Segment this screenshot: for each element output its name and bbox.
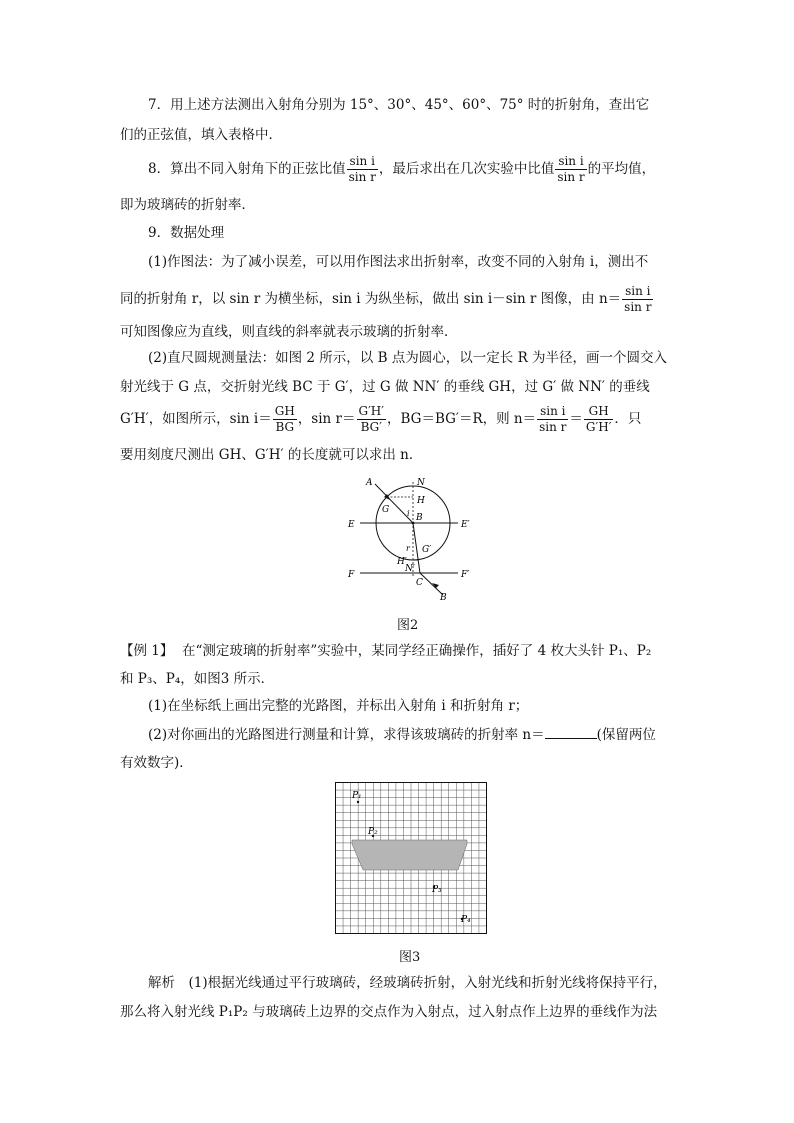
fraction-denominator: sin r (348, 170, 376, 184)
method2-text-a: G′H′，如图所示，sin i＝ (120, 411, 272, 427)
fraction-numerator: sin i (537, 404, 568, 420)
label-G-prime: G′ (422, 545, 432, 555)
para-8-line2: 即为玻璃砖的折射率． (120, 197, 255, 213)
para-8-text-a: 8．算出不同入射角下的正弦比值 (148, 161, 346, 177)
fraction-denominator: BG′ (360, 420, 382, 434)
glass-block (352, 840, 467, 870)
label-N: N (417, 478, 425, 488)
figure-3-caption: 图3 (399, 950, 421, 965)
example-text: 在“测定玻璃的折射率”实验中，某同学经正确操作，插好了 4 枚大头针 P₁、P₂ (181, 643, 652, 659)
label-E-prime: E′ (461, 520, 470, 530)
fraction-denominator: sin r (539, 420, 567, 434)
method2-text-c: ，BG＝BG′＝R，则 n＝ (387, 411, 537, 427)
para-8-line1 (148, 154, 655, 185)
example-line1 (120, 642, 651, 660)
point-b-dot (412, 522, 415, 525)
method2-line2: 射光线于 G 点，交折射光线 BC 于 G′，过 G 做 NN′ 的垂线 GH，过 G′ 做 NN′ 的垂线 (120, 379, 650, 395)
label-F-prime: F′ (461, 570, 470, 580)
pin-p2-label: P₂ (368, 827, 378, 837)
pin-p4-label: P₄ (461, 915, 471, 925)
para-9-title: 9．数据处理 (148, 225, 225, 241)
question-1: (1)在坐标纸上画出完整的光路图，并标出入射角 i 和折射角 r； (148, 698, 529, 714)
method2-text-e: ．只 (614, 411, 642, 427)
label-r: r (406, 544, 410, 553)
emergent-ray (420, 573, 443, 595)
para-7-line2: 们的正弦值，填入表格中． (120, 127, 282, 143)
n-formula-fraction (622, 284, 653, 315)
sin-i-fraction (273, 404, 297, 435)
figure-2-caption: 图2 (397, 618, 419, 633)
label-A: A (366, 478, 373, 488)
question-2-line2: 有效数字)． (120, 755, 193, 771)
label-H-prime: H′ (397, 557, 407, 567)
fraction-numerator: sin i (622, 284, 653, 300)
label-F: F (348, 570, 355, 580)
question-2-text: (2)对你画出的光路图进行测量和计算，求得该玻璃砖的折射率 n＝ (148, 727, 545, 743)
method2-line1: (2)直尺圆规测量法：如图 2 所示，以 B 点为圆心，以一定长 R 为半径，画一个圆交入 (148, 350, 668, 366)
para-7-line1: 7．用上述方法测出入射角分别为 15°、30°、45°、60°、75° 时的折射角，查出它 (148, 97, 650, 113)
fraction-denominator: BG (275, 420, 295, 434)
method1-line3: 可知图像应为直线，则直线的斜率就表示玻璃的折射率． (120, 324, 458, 340)
figure-2-diagram (340, 472, 500, 607)
sin-ratio-fraction-2 (555, 154, 586, 185)
fraction-numerator: GH (584, 404, 614, 420)
label-B-center: B (416, 513, 423, 523)
pin-p3-label: P₃ (432, 885, 442, 895)
fraction-denominator: G′H′ (585, 420, 612, 434)
para-8-text-b: ，最后求出在几次实验中比值 (378, 161, 555, 177)
method1-line2-text: 同的折射角 r，以 sin r 为横坐标，sin i 为纵坐标，做出 sin i－sin r 图像，由 n＝ (120, 291, 622, 307)
label-C: C (416, 578, 423, 588)
method2-text-d: ＝ (569, 411, 583, 427)
fraction-numerator: GH (274, 404, 295, 418)
method1-line1: (1)作图法：为了减小误差，可以用作图法求出折射率，改变不同的入射角 i，测出不 (148, 254, 649, 270)
solution-line1: 解析 (1)根据光线通过平行玻璃砖，经玻璃砖折射，入射光线和折射光线将保持平行， (148, 975, 667, 991)
fraction-numerator: sin i (347, 154, 378, 170)
example-tag: 【例 1】 (120, 643, 174, 659)
label-i: i (407, 509, 410, 518)
label-H: H (417, 496, 425, 506)
fraction-numerator: sin i (555, 154, 586, 170)
fraction-denominator: sin r (624, 300, 652, 314)
label-G: G (382, 505, 390, 515)
method1-line2 (120, 284, 654, 315)
method2-text-b: ，sin r＝ (297, 411, 356, 427)
question-2-note: (保留两位 (596, 727, 656, 743)
figure-3-grid-paper (335, 782, 489, 936)
label-B-end: B (440, 593, 447, 603)
n-sin-fraction (537, 404, 568, 435)
answer-blank (545, 726, 597, 739)
fraction-numerator: G′H′ (358, 404, 384, 418)
method2-line4: 要用刻度尺测出 GH、G′H′ 的长度就可以求出 n． (120, 447, 423, 463)
example-line2: 和 P₃、P₄，如图3 所示． (120, 671, 275, 687)
label-E: E (348, 520, 355, 530)
label-N-prime: N′ (405, 564, 415, 574)
sin-ratio-fraction (347, 154, 378, 185)
sin-r-fraction (357, 404, 387, 435)
question-2-line1 (148, 726, 656, 744)
pin-p1-label: P₁ (352, 791, 362, 801)
fraction-denominator: sin r (557, 170, 585, 184)
n-length-fraction (584, 404, 614, 435)
para-8-text-c: 的平均值， (587, 161, 656, 177)
solution-line2: 那么将入射光线 P₁P₂ 与玻璃砖上边界的交点作为入射点，过入射点作上边界的垂线作为法 (120, 1004, 658, 1020)
method2-line3 (120, 404, 641, 435)
pin-p1 (357, 801, 359, 803)
